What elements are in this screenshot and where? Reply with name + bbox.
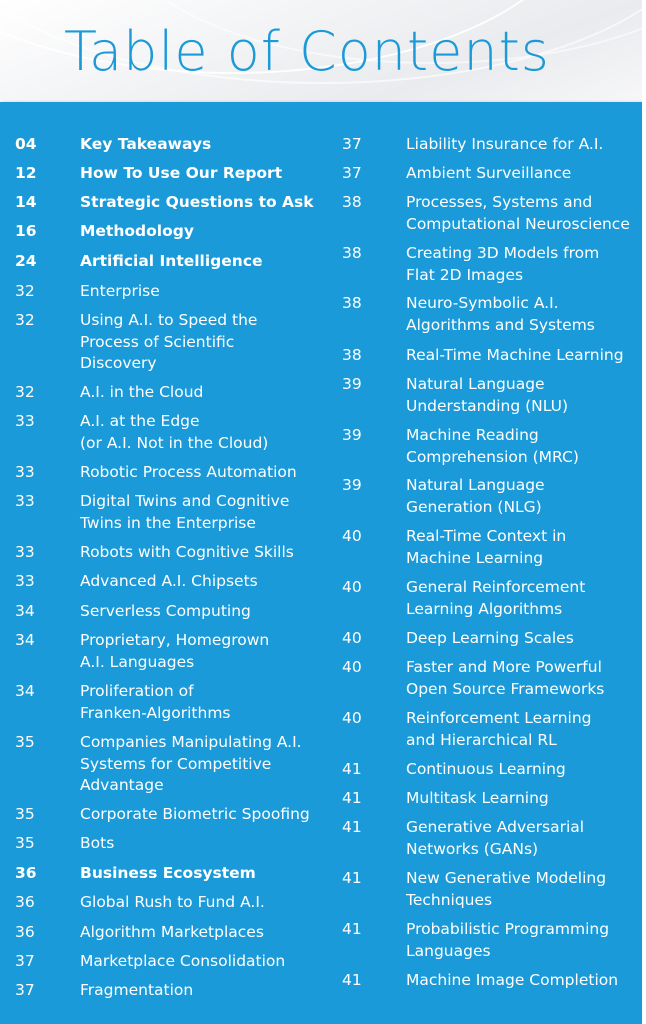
toc-entry[interactable] <box>330 134 642 156</box>
toc-page-number: 40 <box>342 709 362 727</box>
toc-entry[interactable] <box>330 970 642 992</box>
toc-page-number: 40 <box>342 578 362 596</box>
page-title: Table of Contents <box>64 20 550 83</box>
toc-page-number: 36 <box>15 893 35 911</box>
toc-entry[interactable] <box>330 788 642 810</box>
toc-page-number: 38 <box>342 294 362 312</box>
toc-entry-title: A.I. in the Cloud <box>80 383 204 401</box>
toc-entry[interactable] <box>330 192 642 235</box>
toc-page-number: 12 <box>15 164 37 182</box>
toc-page-number: 39 <box>342 476 362 494</box>
toc-page-number: 33 <box>15 572 35 590</box>
toc-page-number: 35 <box>15 834 35 852</box>
toc-entry-title: Serverless Computing <box>80 602 251 620</box>
toc-entry-title: New Generative Modeling Techniques <box>406 869 607 909</box>
toc-entry[interactable] <box>0 221 330 243</box>
toc-entry-title: Machine Image Completion <box>406 971 619 989</box>
toc-page-number: 41 <box>342 789 362 807</box>
toc-entry-title: Enterprise <box>80 282 160 300</box>
toc-page-number: 14 <box>15 193 37 211</box>
toc-entry-title: Proprietary, Homegrown A.I. Languages <box>80 631 270 671</box>
toc-entry[interactable] <box>0 491 330 534</box>
toc-page-number: 41 <box>342 971 362 989</box>
toc-page-number: 33 <box>15 412 35 430</box>
toc-entry-title: Artificial Intelligence <box>80 252 263 270</box>
toc-entry[interactable] <box>330 163 642 185</box>
toc-entry[interactable] <box>0 542 330 564</box>
toc-entry-title: Key Takeaways <box>80 135 212 153</box>
toc-entry[interactable] <box>0 951 330 973</box>
toc-entry-title: Faster and More Powerful Open Source Frameworks <box>406 658 605 698</box>
toc-page-number: 40 <box>342 658 362 676</box>
toc-entry[interactable] <box>0 863 330 885</box>
toc-entry[interactable] <box>330 425 642 468</box>
toc-entry-title: Robots with Cognitive Skills <box>80 543 294 561</box>
toc-page-number: 32 <box>15 311 35 329</box>
toc-entry-title: A.I. at the Edge (or A.I. Not in the Cloud) <box>80 412 269 452</box>
toc-entry[interactable] <box>0 134 330 156</box>
toc-entry[interactable] <box>330 759 642 781</box>
toc-page-number: 34 <box>15 682 35 700</box>
toc-entry[interactable] <box>0 462 330 484</box>
toc-entry-title: Global Rush to Fund A.I. <box>80 893 265 911</box>
toc-entry-title: Machine Reading Comprehension (MRC) <box>406 426 579 466</box>
toc-entry[interactable] <box>330 817 642 860</box>
toc-page-number: 36 <box>15 923 35 941</box>
toc-entry[interactable] <box>0 892 330 914</box>
toc-entry[interactable] <box>0 732 330 797</box>
toc-entry-title: Reinforcement Learning and Hierarchical RL <box>406 709 592 749</box>
toc-page-number: 24 <box>15 252 37 270</box>
toc-entry[interactable] <box>0 251 330 273</box>
toc-page-number: 32 <box>15 383 35 401</box>
toc-entry-title: Real-Time Machine Learning <box>406 346 624 364</box>
toc-entry[interactable] <box>0 601 330 623</box>
toc-entry[interactable] <box>0 804 330 826</box>
toc-entry-title: Strategic Questions to Ask <box>80 193 314 211</box>
toc-entry-title: Advanced A.I. Chipsets <box>80 572 258 590</box>
toc-entry-title: Natural Language Understanding (NLU) <box>406 375 569 415</box>
toc-entry-title: Fragmentation <box>80 981 194 999</box>
toc-entry-title: General Reinforcement Learning Algorithms <box>406 578 586 618</box>
toc-entry-title: Multitask Learning <box>406 789 549 807</box>
toc-entry-title: Methodology <box>80 222 194 240</box>
toc-entry[interactable] <box>330 577 642 620</box>
toc-entry-title: Algorithm Marketplaces <box>80 923 264 941</box>
toc-entry[interactable] <box>0 833 330 855</box>
toc-entry-title: Continuous Learning <box>406 760 566 778</box>
toc-entry[interactable] <box>330 919 642 962</box>
header-banner <box>0 0 646 102</box>
toc-page-number: 40 <box>342 527 362 545</box>
toc-page-number: 34 <box>15 631 35 649</box>
toc-entry[interactable] <box>330 374 642 417</box>
toc-page-number: 35 <box>15 805 35 823</box>
toc-entry-title: Ambient Surveillance <box>406 164 572 182</box>
toc-page-number: 38 <box>342 244 362 262</box>
toc-page-number: 38 <box>342 346 362 364</box>
toc-entry-title: Bots <box>80 834 115 852</box>
toc-entry-title: Deep Learning Scales <box>406 629 574 647</box>
toc-entry[interactable] <box>0 922 330 944</box>
toc-page-number: 41 <box>342 920 362 938</box>
toc-page-number: 41 <box>342 818 362 836</box>
toc-page-number: 33 <box>15 492 35 510</box>
toc-page-number: 34 <box>15 602 35 620</box>
toc-page-number: 16 <box>15 222 37 240</box>
toc-entry[interactable] <box>330 345 642 367</box>
toc-entry-title: Probabilistic Programming Languages <box>406 920 610 960</box>
toc-entry-title: Proliferation of Franken-Algorithms <box>80 682 231 722</box>
toc-page-number: 41 <box>342 869 362 887</box>
page-edge <box>642 0 646 1024</box>
toc-entry-title: Business Ecosystem <box>80 864 256 882</box>
toc-page-number: 40 <box>342 629 362 647</box>
toc-entry[interactable] <box>330 243 642 286</box>
toc-entry[interactable] <box>0 192 330 214</box>
toc-entry[interactable] <box>330 868 642 911</box>
toc-entry[interactable] <box>330 657 642 700</box>
toc-entry-title: How To Use Our Report <box>80 164 283 182</box>
toc-page-number: 37 <box>342 164 362 182</box>
toc-entry[interactable] <box>0 571 330 593</box>
toc-entry[interactable] <box>0 681 330 724</box>
toc-page-number: 38 <box>342 193 362 211</box>
toc-page-number: 39 <box>342 426 362 444</box>
toc-entry-title: Robotic Process Automation <box>80 463 297 481</box>
toc-entry[interactable] <box>0 163 330 185</box>
contents-panel <box>0 102 642 1024</box>
toc-page-number: 37 <box>15 981 35 999</box>
toc-page-number: 37 <box>15 952 35 970</box>
toc-entry[interactable] <box>330 526 642 569</box>
toc-entry[interactable] <box>0 630 330 673</box>
toc-entry[interactable] <box>0 310 330 375</box>
toc-entry-title: Processes, Systems and Computational Neuroscience <box>406 193 630 233</box>
toc-entry-title: Digital Twins and Cognitive Twins in the Enterprise <box>80 492 290 532</box>
toc-page-number: 41 <box>342 760 362 778</box>
toc-entry-title: Creating 3D Models from Flat 2D Images <box>406 244 600 284</box>
toc-entry-title: Companies Manipulating A.I. Systems for Competitive Advantage <box>80 733 302 794</box>
toc-entry-title: Corporate Biometric Spoofing <box>80 805 310 823</box>
toc-entry[interactable] <box>0 980 330 1002</box>
toc-entry[interactable] <box>330 293 642 336</box>
toc-entry-title: Natural Language Generation (NLG) <box>406 476 545 516</box>
toc-page-number: 39 <box>342 375 362 393</box>
toc-entry[interactable] <box>330 475 642 518</box>
toc-entry-title: Generative Adversarial Networks (GANs) <box>406 818 585 858</box>
toc-entry-title: Neuro-Symbolic A.I. Algorithms and Systems <box>406 294 595 334</box>
toc-entry[interactable] <box>0 382 330 404</box>
toc-entry-title: Liability Insurance for A.I. <box>406 135 604 153</box>
toc-page-number: 33 <box>15 463 35 481</box>
toc-entry[interactable] <box>330 708 642 751</box>
toc-page-number: 33 <box>15 543 35 561</box>
toc-entry[interactable] <box>0 411 330 454</box>
toc-entry[interactable] <box>330 628 642 650</box>
toc-entry[interactable] <box>0 281 330 303</box>
toc-page-number: 35 <box>15 733 35 751</box>
toc-page-number: 37 <box>342 135 362 153</box>
toc-page-number: 04 <box>15 135 37 153</box>
toc-page-number: 32 <box>15 282 35 300</box>
toc-entry-title: Using A.I. to Speed the Process of Scientific Discovery <box>80 311 258 372</box>
toc-entry-title: Marketplace Consolidation <box>80 952 286 970</box>
toc-entry-title: Real-Time Context in Machine Learning <box>406 527 567 567</box>
toc-page-number: 36 <box>15 864 37 882</box>
